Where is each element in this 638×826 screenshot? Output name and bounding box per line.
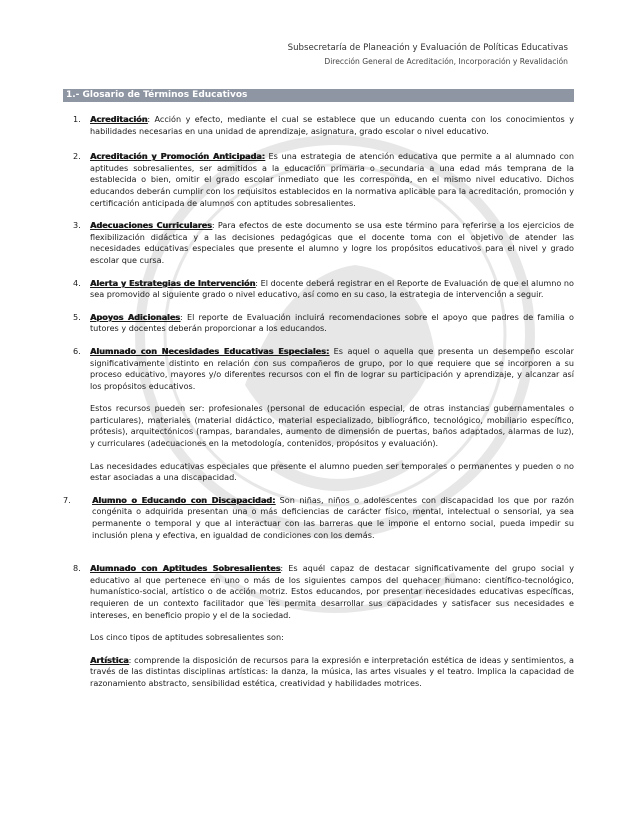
item-number: 2. <box>73 151 81 162</box>
item-term: Alumno o Educando con Discapacidad: <box>92 494 276 505</box>
subitem-term: Artística <box>90 654 129 665</box>
item-separator: : <box>180 311 183 322</box>
subitem-artistica <box>90 655 574 690</box>
item-number: 8. <box>73 563 81 574</box>
item-number: 1. <box>73 114 81 124</box>
item-term: Alumnado con Aptitudes Sobresalientes <box>90 563 281 574</box>
header-direccion: Dirección General de Acreditación, Incorporación y Revalidación <box>324 57 568 66</box>
glossary-item-acreditacion <box>63 114 574 137</box>
item-text: Es aquel o aquella que presenta un desempeño escolar significativamente distinto en relación con sus compañeros de grupo, por lo que requiere que se incorporen a su proceso educativo, mayores y/o diferentes recursos con el fin de lograr su participación y aprendizaje, y alcanzar así los propósitos educativos. <box>90 345 574 391</box>
item-separator: : <box>147 114 151 124</box>
item-term: Acreditación <box>90 114 148 124</box>
item-number: 6. <box>73 345 81 356</box>
glossary-item-acreditacion-promocion <box>63 151 574 209</box>
item-separator: : <box>211 220 215 231</box>
item-separator: : <box>255 277 258 288</box>
item-text: Es una estrategia de atención educativa que permite a al alumnado con aptitudes sobresalientes, ser admitidos a la educación primaria o secundaria a una edad más temprana de la establecida o bien, omitir el grado escolar inmediato que les corresponda, en el mismo nivel educativo. Dichos educandos deberán cumplir con los requisitos establecidos en la normativa aplicable para la acreditación, promoción y certificación anticipada de alumnos con aptitudes sobresalientes. <box>90 151 574 208</box>
item-term: Acreditación y Promoción Anticipada: <box>90 151 265 162</box>
subitem-separator: : <box>128 654 132 665</box>
item-text: Es aquél capaz de destacar significativamente del grupo social y educativo al que pertenece en uno o más de los siguientes campos del quehacer humano: científico-tecnológico, humanístico-social, artístico o de acción motriz. Estos educandos, por presentar necesidades educativas específicas, requieren de un contexto facilitador que les permita desarrollar sus capacidades y satisfacer sus necesidades e intereses, en beneficio propio y el de la sociedad. <box>90 563 574 620</box>
header-subsecretaria: Subsecretaría de Planeación y Evaluación de Políticas Educativas <box>287 43 568 53</box>
item-extra-paragraph: Estos recursos pueden ser: profesionales (personal de educación especial, de otras instancias gubernamentales o particulares), materiales (material didáctico, material especializado, bibliográfico, tecnológico, mobiliario específico, prótesis), arquitectónicos (rampas, barandales, aumento de dimensión de puertas, baños adaptados, alarmas de luz), y curriculares (adecuaciones en la metodología, contenidos, propósitos y evaluación). <box>90 403 574 449</box>
item-term: Alumnado con Necesidades Educativas Especiales: <box>90 345 330 356</box>
glossary-item-apoyos <box>63 312 574 335</box>
item-text: El docente deberá registrar en el Reporte de Evaluación de que el alumno no sea promovido al siguiente grado o nivel educativo, así como en su caso, la estrategia de intervención a seguir. <box>90 277 574 300</box>
item-text: Para efectos de este documento se usa este término para referirse a los ejercicios de flexibilización didáctica y a las decisiones pedagógicas que el docente toma con el objetivo de atender las necesidades educativas especiales que presente el alumno y logre los propósitos educativos para el nivel y grado escolar que cursa. <box>90 220 574 265</box>
item-number: 4. <box>73 277 81 288</box>
glossary-item-alumnado-nee <box>63 346 574 392</box>
item-term: Apoyos Adicionales <box>90 311 181 322</box>
item-number: 7. <box>63 494 71 505</box>
item-text: Son niñas, niños o adolescentes con discapacidad los que por razón congénita o adquirida presentan una o más deficiencias de carácter físico, mental, intelectual o sensorial, ya sea permanente o temporal y que al interactuar con las barreras que le impone el entorno social, pueda impedir su inclusión plena y efectiva, en igualdad de condiciones con los demás. <box>92 494 574 540</box>
glossary-item-alerta <box>63 278 574 301</box>
item-text: El reporte de Evaluación incluirá recomendaciones sobre el apoyo que padres de familia o tutores y docentes deberán proporcionar a los educandos. <box>90 311 574 334</box>
item-term: Alerta y Estrategias de Intervención <box>90 277 256 288</box>
glossary-list <box>63 114 574 690</box>
item-separator: : <box>280 563 284 574</box>
section-title: 1.- Glosario de Términos Educativos <box>63 89 574 102</box>
item-extra-paragraph: Los cinco tipos de aptitudes sobresalientes son: <box>90 632 284 643</box>
item-number: 5. <box>73 311 81 322</box>
glossary-item-aptitudes <box>63 563 574 621</box>
glossary-item-discapacidad <box>63 495 574 541</box>
item-number: 3. <box>73 220 81 231</box>
document-header <box>288 42 568 67</box>
subitem-text: comprende la disposición de recursos para la expresión e interpretación estética de ideas y sentimientos, a través de las distintas disciplinas artísticas: la danza, la música, las artes visuales y el teatro. Implica la capacidad de razonamiento abstracto, sensibilidad estética, creatividad y habilidades motrices. <box>90 654 574 688</box>
item-extra-paragraph: Las necesidades educativas especiales que presente el alumno pueden ser temporales o permanentes y pueden o no estar asociadas a una discapacidad. <box>90 460 574 483</box>
glossary-item-adecuaciones <box>63 220 574 266</box>
item-term: Adecuaciones Curriculares <box>90 220 212 231</box>
item-text: Acción y efecto, mediante el cual se establece que un educando cuenta con los conocimientos y habilidades necesarias en una unidad de aprendizaje, asignatura, grado escolar o nivel educativo. <box>90 114 574 136</box>
